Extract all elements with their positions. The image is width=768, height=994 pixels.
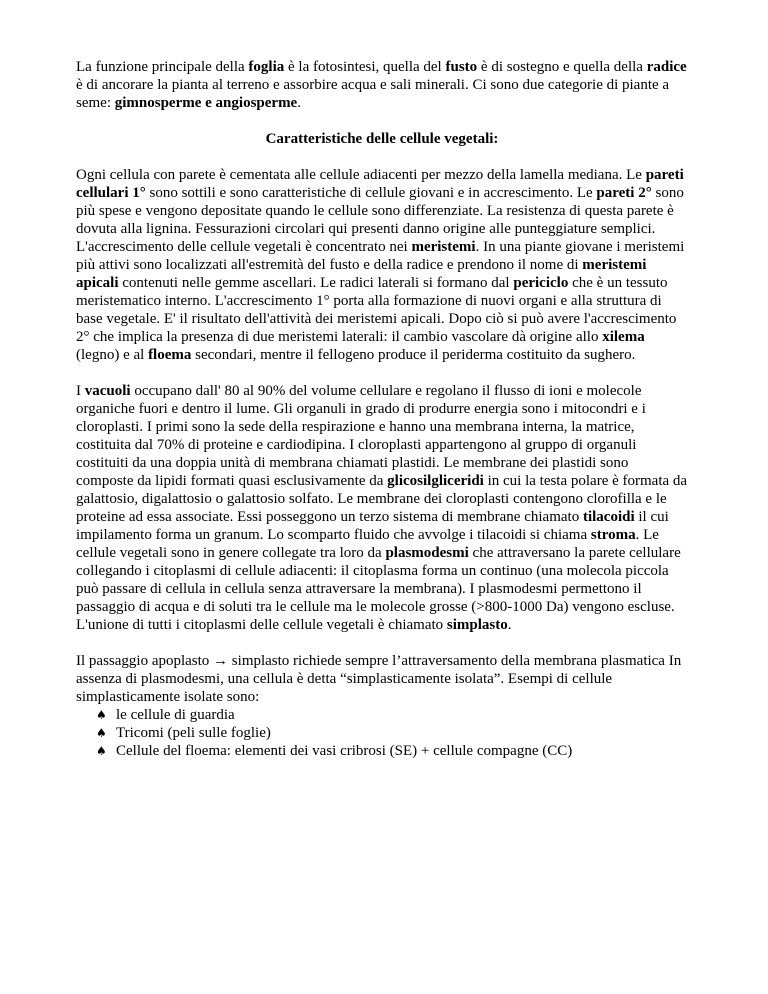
text-run: contenuti nelle gemme ascellari. Le radici laterali si formano dal [118, 275, 514, 291]
isolated-cells-list [76, 706, 688, 760]
document-page [76, 58, 688, 760]
bold-term: tilacoidi [582, 509, 635, 525]
text-run: occupano dall' 80 al 90% del volume cellulare e regolano il flusso di ioni e molecole organiche fuori e dentro il lume. Gli organuli in grado di produrre energia sono i mitocondri e i cloroplasti. I primi sono la sede della respirazione e hanno una membrana interna, la matrice, costituita dal 70% di proteine e cardiodipina. I cloroplasti appartengono al gruppo di organuli costituiti da una doppia unità di membrana chiamati plastidi. Le membrane dei plastidi sono composte da lipidi formati quasi esclusivamente da [76, 383, 646, 489]
text-run: sono più spese e vengono depositate quando le cellule sono differenziate. La resistenza di questa parete è dovuta alla lignina. Fessurazioni circolari qui presenti danno origine alle punteggiature semplici. L'accrescimento delle cellule vegetali è concentrato nei [76, 185, 684, 255]
text-run: . [297, 95, 301, 111]
bold-term: vacuoli [84, 383, 131, 399]
text-run: . Le cellule vegetali sono in genere collegate tra loro da [76, 527, 659, 561]
text-run: I [76, 383, 85, 399]
bold-term: plasmodesmi [385, 545, 469, 561]
list-item-text: Tricomi (peli sulle foglie) [116, 725, 271, 741]
bold-term: radice [646, 59, 687, 75]
bold-term: meristemi [411, 239, 476, 255]
bold-term: gimnosperme e angiosperme [114, 95, 298, 111]
text-run: è di ancorare la pianta al terreno e assorbire acqua e sali minerali. Ci sono due categorie di piante a seme: [76, 77, 670, 111]
bold-term: simplasto [446, 617, 508, 633]
section-heading: Caratteristiche delle cellule vegetali: [265, 131, 499, 147]
list-item [96, 724, 688, 742]
text-run: in cui la testa polare è formata da galattosio, digalattosio o galattosio solfato. Le membrane dei cloroplasti contengono clorofilla e le proteine ad essa associate. Essi posseggono un terzo sistema di membrane chiamato [76, 473, 688, 525]
text-run: (legno) e al [76, 347, 149, 363]
bullet-icon: ♠ [96, 744, 107, 758]
list-item-text: le cellule di guardia [116, 707, 235, 723]
bold-term: pareti cellulari 1° [76, 167, 684, 201]
text-run: Ogni cellula con parete è cementata alle cellule adiacenti per mezzo della lamella mediana. Le [76, 167, 646, 183]
bold-term: periciclo [513, 275, 569, 291]
bold-term: xilema [602, 329, 645, 345]
bullet-icon: ♠ [96, 726, 107, 740]
apoplast-paragraph: Il passaggio apoplasto → simplasto richiede sempre l’attraversamento della membrana plasmatica In assenza di plasmodesmi, una cellula è detta “simplasticamente isolata”. Esempi di cellule simplasticamente isolate sono: [76, 653, 682, 705]
bold-term: meristemi apicali [76, 257, 647, 291]
bold-term: glicosilgliceridi [387, 473, 484, 489]
bold-term: fusto [445, 59, 478, 75]
bullet-icon: ♠ [96, 708, 107, 722]
text-run: che è un tessuto meristematico interno. L'accrescimento 1° porta alla formazione di nuovi organi e alla struttura di base vegetale. E' il risultato dell'attività dei meristemi apicali. Dopo ciò si può avere l'accrescimento 2° che implica la presenza di due meristemi laterali: il cambio vascolare dà origine allo [76, 275, 677, 345]
cell-walls-paragraph [76, 166, 688, 364]
bold-term: stroma [590, 527, 636, 543]
bold-term: floema [148, 347, 192, 363]
list-item [96, 706, 688, 724]
list-item [96, 742, 688, 760]
text-run: . [507, 617, 512, 633]
intro-paragraph [76, 58, 688, 112]
text-run: che attraversano la parete cellulare collegando i citoplasmi di cellule adiacenti: il citoplasma forma un continuo (una molecola piccola può passare di cellula in cellula senza attraversare la membrana). I plasmodesmi permettono il passaggio di acqua e di soluti tra le cellule ma le molecole grosse (>800-1000 Da) vengono escluse. L'unione di tutti i citoplasmi delle cellule vegetali è chiamato [76, 545, 681, 633]
text-run: è di sostegno e quella della [477, 59, 647, 75]
text-run: . In una piante giovane i meristemi più attivi sono localizzati all'estremità del fusto e della radice e prendono il nome di [76, 239, 685, 273]
bold-term: foglia [248, 59, 285, 75]
text-run: secondari, mentre il fellogeno produce il periderma costituito da sughero. [191, 347, 636, 363]
organelles-paragraph [76, 382, 688, 634]
text-run: è la fotosintesi, quella del [284, 59, 446, 75]
text-run: La funzione principale della [76, 59, 249, 75]
text-run: sono sottili e sono caratteristiche di cellule giovani e in accrescimento. Le [145, 185, 597, 201]
list-item-text: Cellule del floema: elementi dei vasi cribrosi (SE) + cellule compagne (CC) [116, 743, 573, 759]
text-run: il cui impilamento forma un granum. Lo scomparto fluido che avvolge i tilacoidi si chiama [76, 509, 669, 543]
bold-term: pareti 2° [596, 185, 652, 201]
